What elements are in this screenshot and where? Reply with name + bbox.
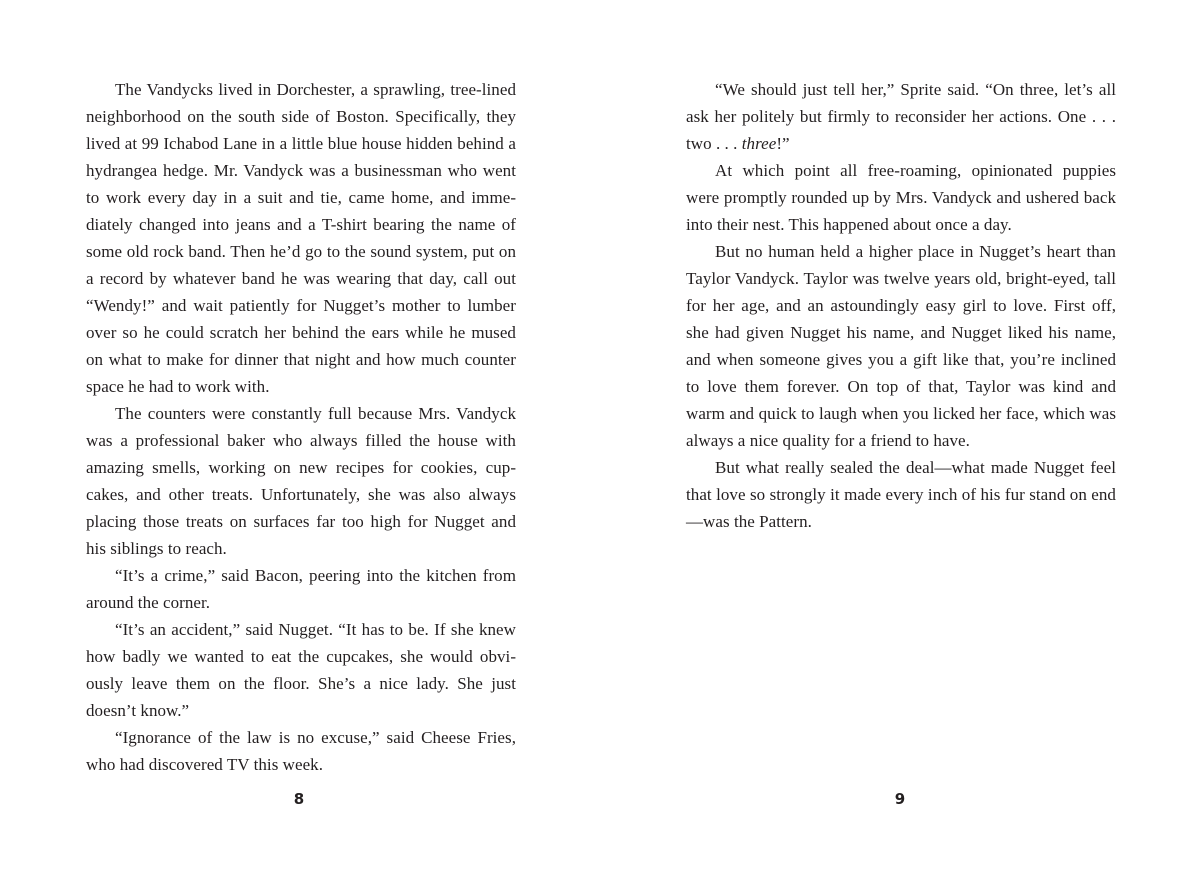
- paragraph: “Ignorance of the law is no excuse,” said Cheese Fries, who had discovered TV this week.: [86, 728, 516, 774]
- right-page: [686, 76, 1116, 535]
- paragraph: At which point all free-roaming, opinionated puppies were promptly rounded up by Mrs. Vandyck and ushered back into their nest. This happened about once a day.: [686, 161, 1116, 234]
- paragraph-text: !”: [776, 134, 790, 153]
- paragraph: But no human held a higher place in Nugget’s heart than Taylor Vandyck. Taylor was twelve years old, bright-eyed, tall for her age, and an astoundingly easy girl to love. First off, she had given Nugget his name, and Nugget liked his name, and when someone gives you a gift like that, you’re inclined to love them forever. On top of that, Taylor was kind and warm and quick to laugh when you licked her face, which was always a nice quality for a friend to have.: [686, 242, 1116, 450]
- italic-emphasis: three: [741, 134, 777, 153]
- paragraph: But what really sealed the deal—what made Nugget feel that love so strongly it made every inch of his fur stand on end—was the Pattern.: [686, 458, 1116, 531]
- paragraph: [686, 76, 1116, 157]
- paragraph: “It’s an accident,” said Nugget. “It has to be. If she knew how badly we wanted to eat the cupcakes, she would obviously leave them on the floor. She’s a nice lady. She just doesn’t know.”: [86, 620, 516, 720]
- paragraph-text: “We should just tell her,” Sprite said. “On three, let’s all ask her politely but firmly to reconsider her actions. One . . . two . . .: [686, 80, 1116, 153]
- left-page: [86, 76, 516, 778]
- paragraph: The Vandycks lived in Dorchester, a sprawling, tree-lined neighborhood on the south side of Boston. Specifically, they lived at 99 Ichabod Lane in a little blue house hidden behind a hydrangea hedge. Mr. Vandyck was a businessman who went to work every day in a suit and tie, came home, and immediately changed into jeans and a T-shirt bearing the name of some old rock band. Then he’d go to the sound system, put on a record by whatever band he was wearing that day, call out “Wendy!” and wait patiently for Nugget’s mother to lumber over so he could scratch her behind the ears while he mused on what to make for dinner that night and how much counter space he had to work with.: [86, 80, 516, 396]
- page-number-right: 9: [894, 790, 906, 808]
- paragraph: “It’s a crime,” said Bacon, peering into the kitchen from around the corner.: [86, 566, 516, 612]
- page-number-left: 8: [293, 790, 305, 808]
- paragraph: The counters were constantly full because Mrs. Vandyck was a professional baker who always filled the house with amazing smells, working on new recipes for cookies, cupcakes, and other treats. Unfortunately, she was also always placing those treats on surfaces far too high for Nugget and his siblings to reach.: [86, 404, 516, 558]
